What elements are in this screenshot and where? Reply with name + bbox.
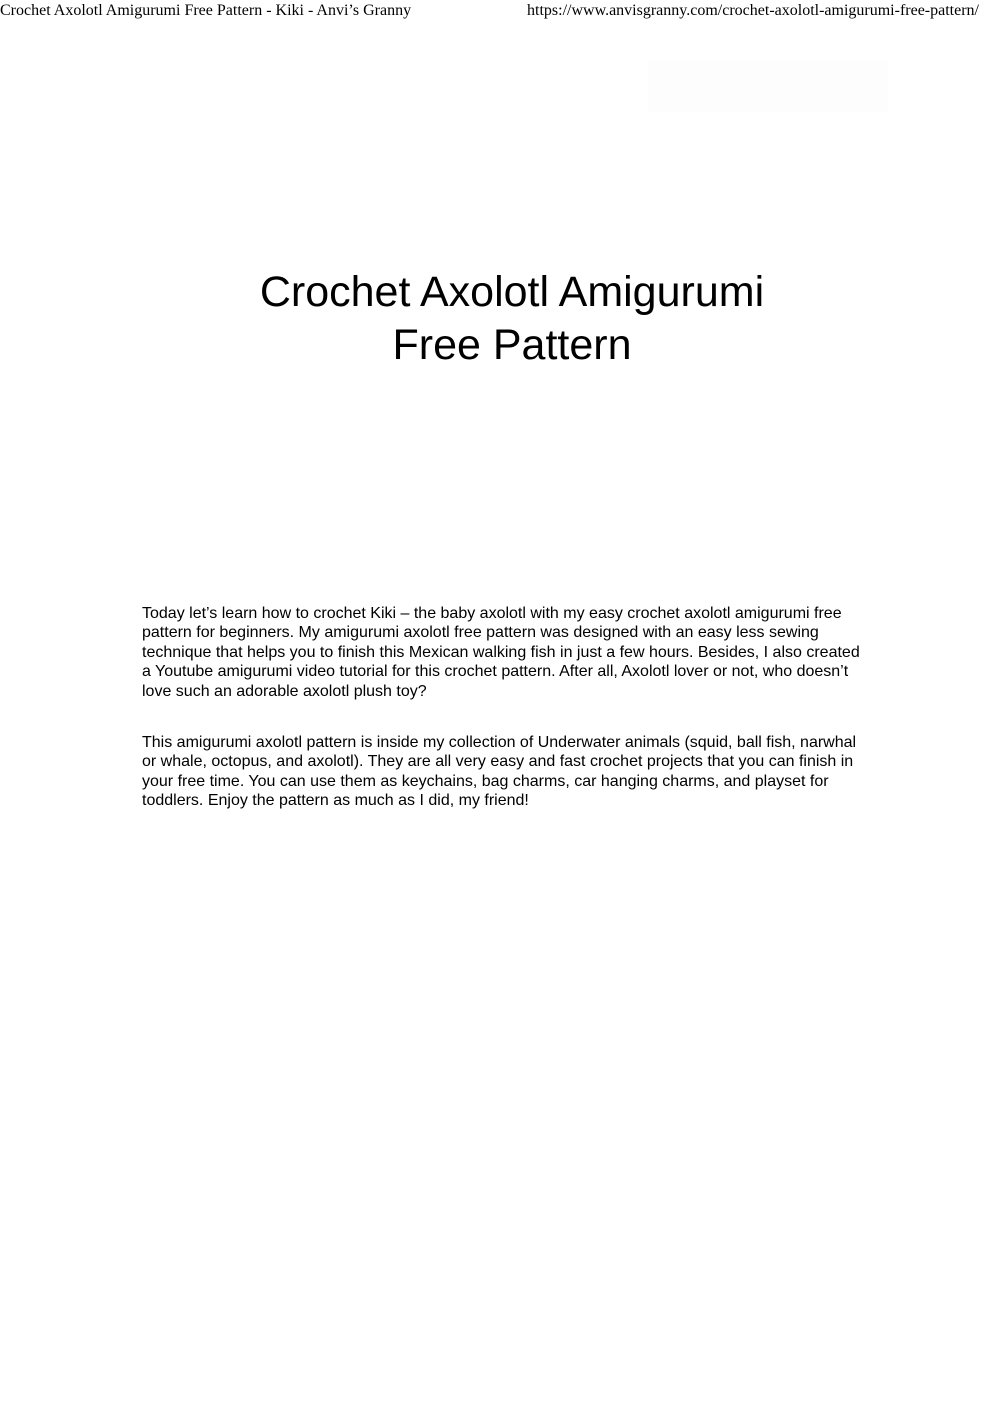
paragraph-line: Today let’s learn how to crochet Kiki – the baby axolotl with my easy crochet axolotl amigurumi free	[142, 605, 842, 622]
collection-paragraph	[142, 733, 856, 811]
paragraph-line: a Youtube amigurumi video tutorial for this crochet pattern. After all, Axolotl lover or not, who doesn’t	[142, 663, 849, 681]
paragraph-line: or whale, octopus, and axolotl). They are all very easy and fast crochet projects that you can finish in	[142, 753, 854, 771]
paragraph-line: love such an adorable axolotl plush toy?	[142, 682, 427, 700]
paragraph-line: This amigurumi axolotl pattern is inside my collection of Underwater animals (squid, ball fish, narwhal	[142, 734, 857, 751]
paragraph-line: technique that helps you to finish this Mexican walking fish in just a few hours. Besides, I also created	[142, 643, 860, 661]
print-header-url[interactable]: https://www.anvisgranny.com/crochet-axolotl-amigurumi-free-pattern/	[527, 2, 979, 19]
faded-ad-placeholder	[648, 60, 888, 112]
title-line: Crochet Axolotl Amigurumi	[259, 268, 765, 316]
paragraph-line: pattern for beginners. My amigurumi axolotl free pattern was designed with an easy less sewing	[142, 624, 819, 642]
paragraph-line: toddlers. Enjoy the pattern as much as I did, my friend!	[142, 792, 529, 810]
print-header-title: Crochet Axolotl Amigurumi Free Pattern - Kiki - Anvi’s Granny	[0, 2, 412, 19]
paragraph-line: your free time. You can use them as keychains, bag charms, car hanging charms, and playset for	[142, 772, 829, 790]
page-title	[0, 266, 1000, 372]
title-line: Free Pattern	[392, 321, 632, 369]
intro-paragraph	[142, 604, 860, 701]
